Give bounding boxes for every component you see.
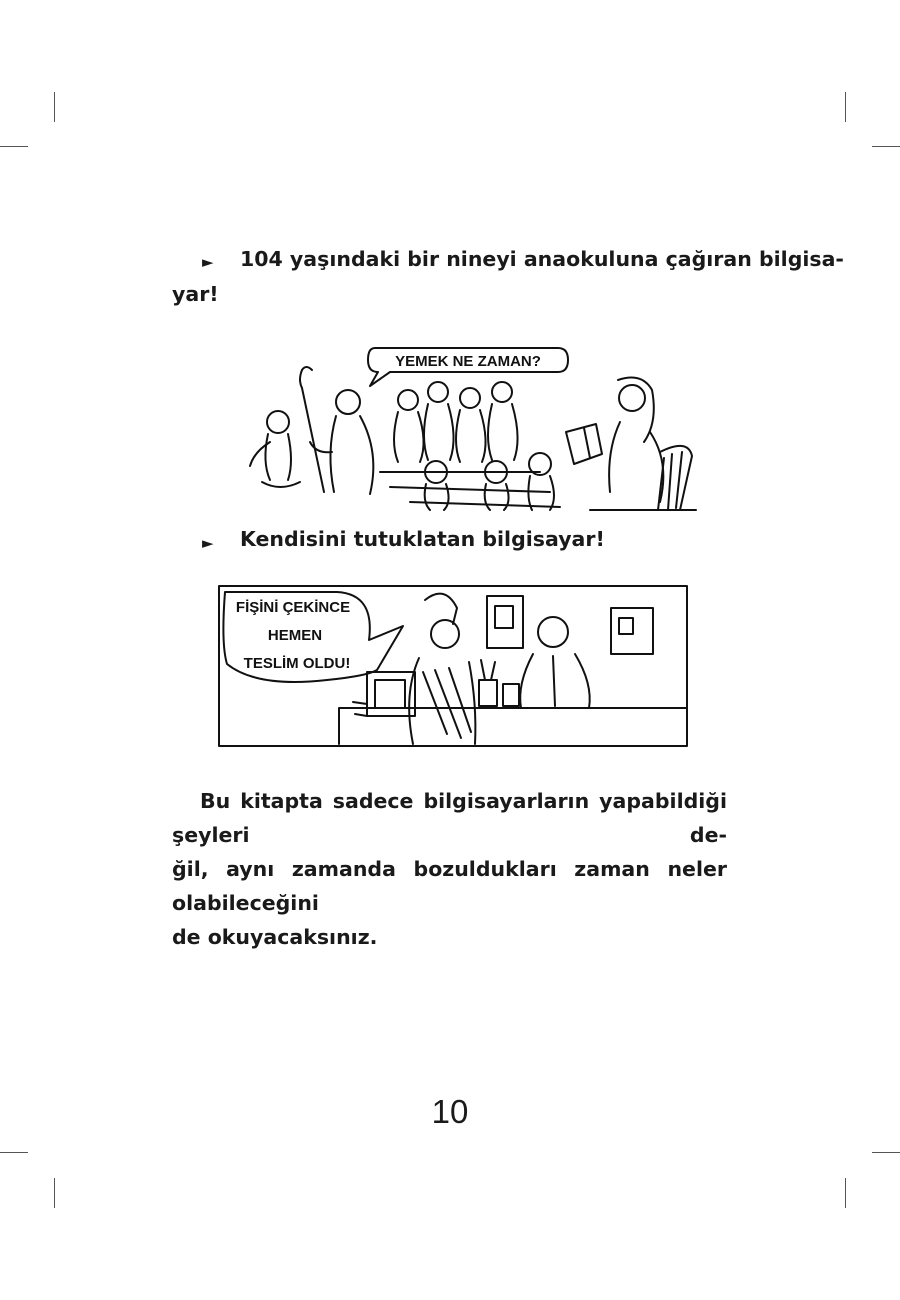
crop-mark-bottom-left-h bbox=[0, 1152, 28, 1153]
crop-mark-top-right-v bbox=[845, 92, 846, 122]
bullet-marker-1: ► bbox=[202, 253, 214, 271]
crop-mark-bottom-right-v bbox=[845, 1178, 846, 1208]
crop-mark-bottom-left-v bbox=[54, 1178, 55, 1208]
bullet-text-1-line1: 104 yaşındaki bir nineyi anaokuluna çağıran bilgisa- bbox=[240, 247, 844, 271]
speech-bubble-text-1: YEMEK NE ZAMAN? bbox=[395, 353, 541, 370]
speech-bubble-text-2-line2: HEMEN bbox=[267, 627, 323, 644]
bullet-text-2: Kendisini tutuklatan bilgisayar! bbox=[240, 527, 605, 551]
crop-mark-bottom-right-h bbox=[872, 1152, 900, 1153]
speech-bubble-text-2-line1: FİŞİNİ ÇEKİNCE bbox=[235, 599, 351, 616]
page-number: 10 bbox=[431, 1093, 469, 1130]
crop-mark-top-left-h bbox=[0, 146, 28, 147]
paragraph-line-1: Bu kitapta sadece bilgisayarların yapabildiği şeyleri de- bbox=[172, 789, 727, 847]
speech-bubble-text-2-line3: TESLİM OLDU! bbox=[243, 655, 351, 672]
body-paragraph bbox=[172, 784, 727, 954]
bullet-marker-2: ► bbox=[202, 534, 214, 552]
crop-mark-top-left-v bbox=[54, 92, 55, 122]
paragraph-line-3: de okuyacaksınız. bbox=[172, 925, 378, 949]
police-station-cartoon bbox=[217, 584, 689, 748]
storytime-cartoon bbox=[240, 342, 700, 512]
paragraph-line-2: ğil, aynı zamanda bozuldukları zaman neler olabileceğini bbox=[172, 857, 727, 915]
bullet-text-1-line2: yar! bbox=[172, 282, 219, 306]
crop-mark-top-right-h bbox=[872, 146, 900, 147]
